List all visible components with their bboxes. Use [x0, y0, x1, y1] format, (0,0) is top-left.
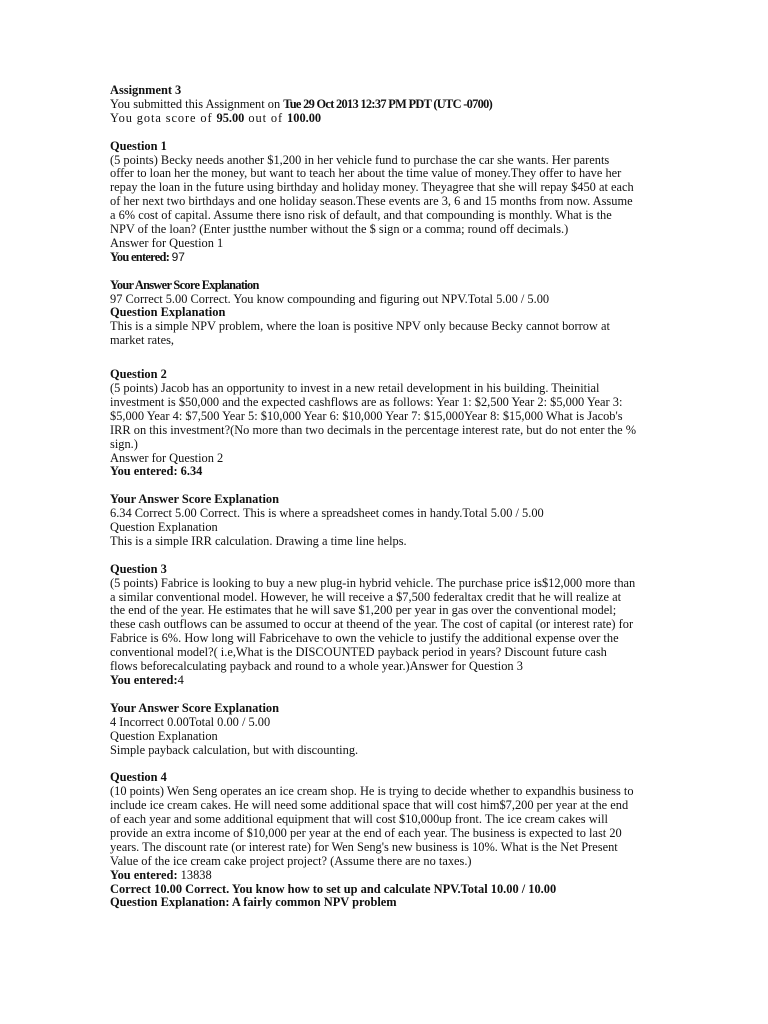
question-2-explanation-line: This is a simple IRR calculation. Drawing a time line helps. — [110, 533, 407, 548]
question-3-score-heading: Your Answer Score Explanation — [110, 700, 280, 715]
submitted-prefix: You submitted this Assignment on — [110, 96, 284, 111]
question-1-title: Question 1 — [110, 138, 167, 153]
question-1-score-heading: Your Answer Score Explanation — [110, 277, 259, 292]
question-4-explanation: Question Explanation: A fairly common NPV problem — [110, 895, 397, 910]
question-1-score-line: 97 Correct 5.00 Correct. You know compounding and figuring out NPV.Total 5.00 / 5.00 — [110, 291, 550, 306]
question-1-explanation-heading: Question Explanation — [110, 305, 226, 320]
entered-value: 4 — [177, 672, 184, 687]
question-1-text-line: a 6% cost of capital. Assume there isno risk of default, and that compounding is monthly. What is the — [110, 208, 612, 223]
assignment-page — [110, 84, 660, 910]
question-3 — [110, 563, 660, 758]
question-3-title: Question 3 — [110, 561, 167, 576]
question-2-text-line: (5 points) Jacob has an opportunity to invest in a new retail development in his building. Theinitial — [110, 380, 600, 395]
question-4-entered — [110, 869, 660, 883]
submission-info — [110, 98, 660, 112]
question-3-text-line: conventional model?( i.e,What is the DISCOUNTED payback period in years? Discount future cash — [110, 645, 607, 660]
assignment-title: Assignment 3 — [110, 83, 182, 97]
question-1-text-line: repay the loan in the future using birthday and holiday money. Theyagree that she will repay $450 at each — [110, 180, 634, 195]
question-3-text-line: a similar conventional model. However, he will receive a $7,500 federaltax credit that he will realize at — [110, 589, 622, 604]
submitted-date: Tue 29 Oct 2013 12:37 PM PDT (UTC -0700) — [283, 96, 493, 111]
question-4-text-line: of each year and some additional equipment that will cost $10,000up front. The ice cream cakes will — [110, 812, 608, 827]
question-2-text-line: $5,000 Year 4: $7,500 Year 5: $10,000 Year 6: $10,000 Year 7: $15,000Year 8: $15,000 What is Jacob's — [110, 408, 623, 423]
question-2-text-line: IRR on this investment?(No more than two decimals in the percentage interest rate, but do not enter the % — [110, 422, 637, 437]
question-1-text-line: offer to loan her the money, but want to teach her about the time value of money.They offer to have her — [110, 166, 622, 181]
question-3-text-line: the end of the year. He estimates that he will save $1,200 per year in gas over the conventional model; — [110, 603, 617, 618]
score-mid: out of — [244, 110, 288, 125]
entered-value: 97 — [171, 249, 185, 264]
question-3-text-line: (5 points) Fabrice is looking to buy a new plug-in hybrid vehicle. The purchase price is$12,000 more than — [110, 575, 636, 590]
question-4-text-line: Value of the ice cream cake project project? (Assume there are no taxes.) — [110, 853, 472, 868]
question-1-text-line: of her next two birthdays and one holiday season.These events are 3, 6 and 15 months from now. Assume — [110, 194, 633, 209]
question-3-text-line: Fabrice is 6%. How long will Fabricehave to own the vehicle to justify the additional expense over the — [110, 631, 619, 646]
entered-value: 13838 — [180, 867, 212, 882]
question-2 — [110, 368, 660, 549]
score-total: 100.00 — [287, 110, 322, 125]
question-1-text-line: (5 points) Becky needs another $1,200 in her vehicle fund to purchase the car she wants. Her parents — [110, 152, 610, 167]
question-3-score-line: 4 Incorrect 0.00Total 0.00 / 5.00 — [110, 714, 271, 729]
question-3-text-line: flows beforecalculating payback and round to a whole year.)Answer for Question 3 — [110, 659, 523, 674]
question-2-answer-label: Answer for Question 2 — [110, 450, 224, 465]
score-summary — [110, 112, 660, 126]
score-value: 95.00 — [216, 110, 245, 125]
entered-label: You entered: — [110, 249, 172, 264]
entered-label: You entered: — [110, 672, 178, 687]
question-3-explanation-line: Simple payback calculation, but with discounting. — [110, 742, 359, 757]
entered-label: You entered: — [110, 867, 181, 882]
question-2-text-line: sign.) — [110, 436, 138, 451]
question-1-text-line: NPV of the loan? (Enter justthe number without the $ sign or a comma; round off decimals.) — [110, 222, 569, 237]
question-4 — [110, 771, 660, 910]
question-3-entered — [110, 674, 660, 688]
question-4-result: Correct 10.00 Correct. You know how to set up and calculate NPV.Total 10.00 / 10.00 — [110, 881, 557, 896]
score-prefix: You gota score of — [110, 110, 217, 125]
question-3-explanation-heading: Question Explanation — [110, 728, 218, 743]
question-2-explanation-heading: Question Explanation — [110, 520, 218, 535]
question-2-score-line: 6.34 Correct 5.00 Correct. This is where a spreadsheet comes in handy.Total 5.00 / 5.00 — [110, 506, 544, 521]
question-1 — [110, 140, 660, 349]
question-4-text-line: provide an extra income of $10,000 per year at the end of each year. The business is expected to last 20 — [110, 825, 622, 840]
question-2-entered: You entered: 6.34 — [110, 464, 203, 479]
question-4-text-line: (10 points) Wen Seng operates an ice cream shop. He is trying to decide whether to expandhis business to — [110, 784, 634, 799]
question-4-title: Question 4 — [110, 770, 167, 785]
question-4-text-line: years. The discount rate (or interest rate) for Wen Seng's new business is 10%. What is the Net Present — [110, 839, 618, 854]
question-3-text-line: these cash outflows can be assumed to occur at theend of the year. The cost of capital (or interest rate) for — [110, 617, 634, 632]
question-1-answer-label: Answer for Question 1 — [110, 235, 224, 250]
question-1-explanation-line: This is a simple NPV problem, where the loan is positive NPV only because Becky cannot borrow at — [110, 319, 610, 334]
question-2-text-line: investment is $50,000 and the expected cashflows are as follows: Year 1: $2,500 Year 2: $5,000 Year 3: — [110, 394, 623, 409]
question-2-score-heading: Your Answer Score Explanation — [110, 492, 280, 507]
question-2-title: Question 2 — [110, 367, 167, 382]
question-4-text-line: include ice cream cakes. He will need some additional space that will cost him$7,200 per year at the end — [110, 798, 629, 813]
question-1-entered — [110, 251, 660, 265]
question-1-explanation-line: market rates, — [110, 333, 174, 348]
